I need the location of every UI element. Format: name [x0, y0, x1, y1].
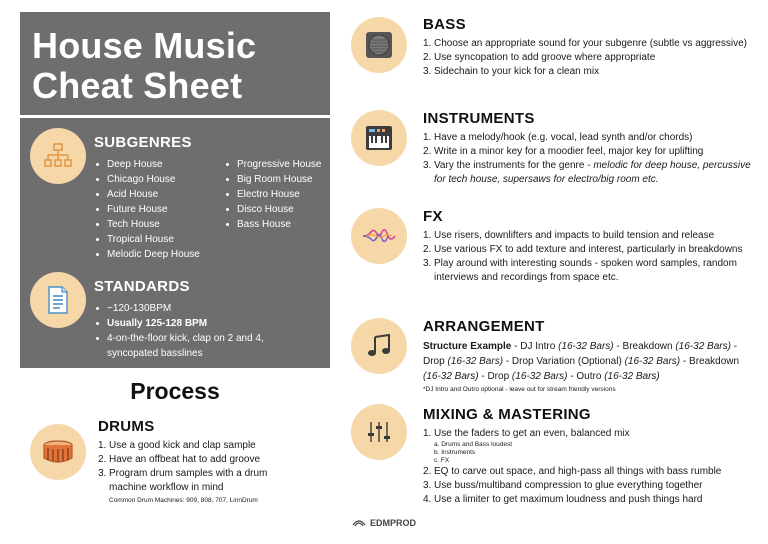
list-item: Chicago House [94, 172, 204, 187]
list-item: Acid House [94, 187, 204, 202]
waveform-icon [351, 208, 407, 264]
fx-section [423, 208, 753, 285]
list-item: 1. Use a good kick and clap sample [98, 440, 256, 451]
drum-icon [30, 424, 86, 480]
logo-text: EDMPROD [370, 518, 417, 528]
structure-example: Structure Example - DJ Intro (16-32 Bars) - Breakdown (16-32 Bars) - Drop (16-32 Bars) - Drop Variation (Optional) (16-32 Bars) - Breakdown (16-32 Bars) - Drop (16-32 Bars) - Outro (16-32 Bars) [423, 341, 740, 382]
subgenres-heading: SUBGENRES [94, 134, 192, 151]
footer-logo [352, 518, 416, 528]
list-item: 1. Choose an appropriate sound for your subgenre (subtle vs aggressive) [423, 38, 747, 49]
title-line-2: Cheat Sheet [32, 65, 243, 106]
list-item: 3. Vary the instruments for the genre - melodic for deep house, percussive for tech house, supersaws for electro/big room etc. [423, 160, 751, 185]
hierarchy-icon [30, 128, 86, 184]
instruments-heading: INSTRUMENTS [423, 110, 535, 127]
list-item: 2. Use various FX to add texture and interest, particularly in breakdowns [423, 244, 743, 255]
list-item: 4. Use a limiter to get maximum loudness and push things hard [423, 494, 703, 505]
list-item: 3. Program drum samples with a drum machine workflow in mind [98, 468, 268, 493]
music-note-icon [351, 318, 407, 374]
subgenres-col-1 [94, 157, 204, 262]
list-item: Electro House [224, 187, 321, 202]
list-item: 1. Have a melody/hook (e.g. vocal, lead synth and/or chords) [423, 132, 693, 143]
keyboard-icon [351, 110, 407, 166]
list-item: 1. Use the faders to get an even, balanced mix [423, 428, 630, 439]
fx-list [423, 229, 753, 285]
list-item: 3. Play around with interesting sounds - spoken word samples, random interviews and recordings from space etc. [423, 258, 737, 283]
list-item: Bass House [224, 217, 321, 232]
title-box [20, 12, 330, 118]
logo-mark-icon [352, 519, 366, 527]
instruments-section [423, 110, 753, 187]
drums-note: Common Drum Machines: 909, 808, 707, LinnDrum [109, 497, 258, 504]
subgenres-col-2 [224, 157, 321, 262]
instruments-list [423, 131, 753, 187]
list-item: Big Room House [224, 172, 321, 187]
list-item: Usually 125-128 BPM [94, 316, 304, 331]
list-item: ~120-130BPM [94, 301, 304, 316]
bass-section [423, 16, 753, 79]
standards-section [94, 278, 304, 361]
list-item: b. Instruments [434, 449, 476, 456]
mixing-list-rest [423, 465, 753, 507]
page-title [32, 26, 316, 106]
bass-heading: BASS [423, 16, 466, 33]
list-item: 2. Write in a minor key for a moodier feel, major key for uplifting [423, 146, 704, 157]
list-item: Future House [94, 202, 204, 217]
drums-list [98, 439, 318, 495]
document-icon [30, 272, 86, 328]
list-item: a. Drums and Bass loudest [434, 441, 513, 448]
bass-list [423, 37, 753, 79]
list-item: 3. Use buss/multiband compression to glue everything together [423, 480, 703, 491]
list-item: 2. Use syncopation to add groove where appropriate [423, 52, 656, 63]
list-item: Disco House [224, 202, 321, 217]
list-item: Melodic Deep House [94, 247, 204, 262]
mixing-heading: MIXING & MASTERING [423, 406, 591, 423]
drums-heading: DRUMS [98, 418, 155, 435]
list-item: Deep House [94, 157, 204, 172]
fx-heading: FX [423, 208, 443, 225]
list-item: 3. Sidechain to your kick for a clean mix [423, 66, 600, 77]
process-title: Process [130, 378, 220, 404]
list-item: 4-on-the-floor kick, clap on 2 and 4, syncopated basslines [94, 331, 304, 361]
arrangement-heading: ARRANGEMENT [423, 318, 545, 335]
title-line-1: House Music [32, 25, 257, 66]
mixing-list [423, 427, 753, 441]
list-item: Tropical House [94, 232, 204, 247]
list-item: Tech House [94, 217, 204, 232]
speaker-icon [351, 17, 407, 73]
arrangement-section [423, 318, 753, 394]
mixing-section [423, 406, 753, 507]
mixer-faders-icon [351, 404, 407, 460]
list-item: 1. Use risers, downlifters and impacts to build tension and release [423, 230, 715, 241]
list-item: 2. Have an offbeat hat to add groove [98, 454, 261, 465]
drums-section [98, 418, 318, 505]
list-item: c. FX [434, 457, 450, 464]
subgenres-section [94, 134, 321, 262]
arrangement-note: *DJ Intro and Outro optional - leave out for stream friendly versions [423, 386, 616, 393]
standards-heading: STANDARDS [94, 278, 190, 295]
mixing-sub-list [434, 441, 753, 465]
list-item: 2. EQ to carve out space, and high-pass all things with bass rumble [423, 466, 722, 477]
standards-list [94, 301, 304, 361]
list-item: Progressive House [224, 157, 321, 172]
